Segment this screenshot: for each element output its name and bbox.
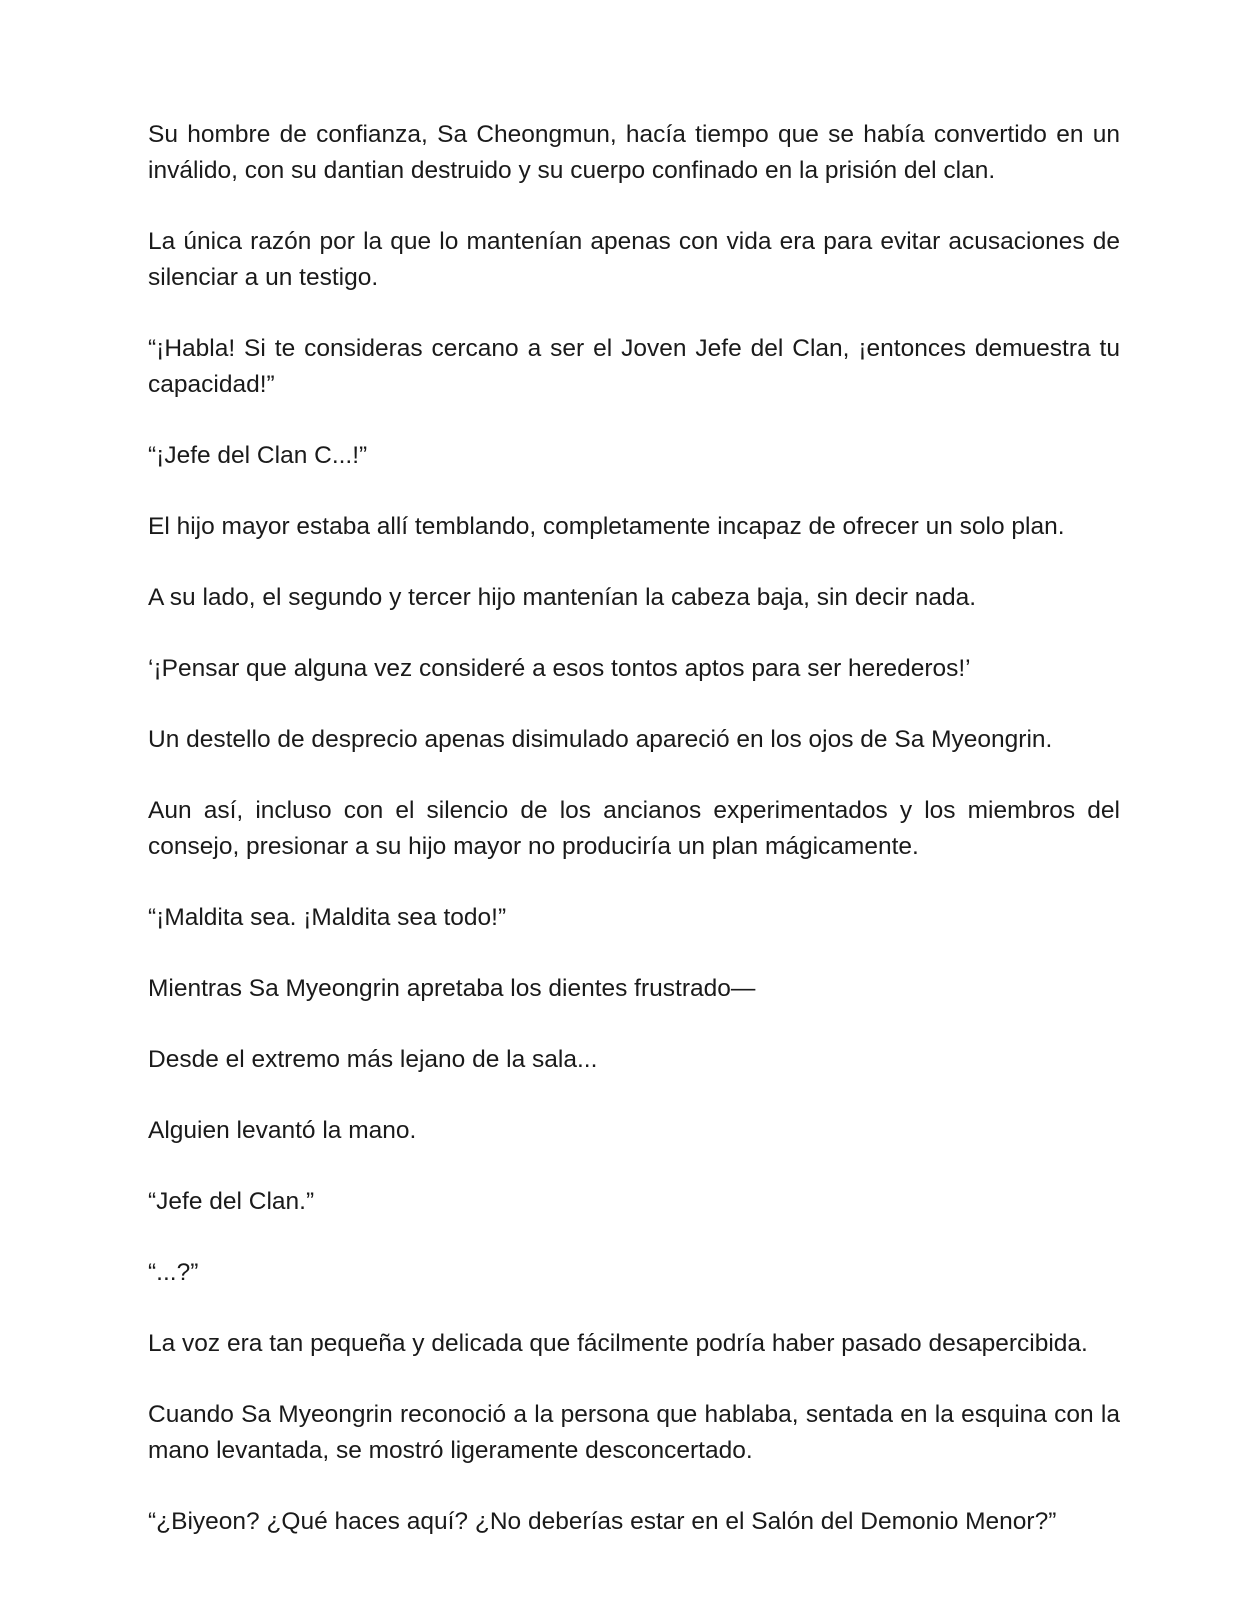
paragraph: Cuando Sa Myeongrin reconoció a la persona que hablaba, sentada en la esquina con la mano levantada, se mostró ligeramente desconcertado. (148, 1401, 1120, 1464)
paragraph: Un destello de desprecio apenas disimulado apareció en los ojos de Sa Myeongrin. (148, 726, 1053, 753)
paragraph: “¡Habla! Si te consideras cercano a ser el Joven Jefe del Clan, ¡entonces demuestra tu capacidad!” (148, 335, 1120, 398)
paragraph: Desde el extremo más lejano de la sala... (148, 1046, 598, 1073)
paragraph: “¡Jefe del Clan C...!” (148, 442, 368, 469)
paragraph: La voz era tan pequeña y delicada que fácilmente podría haber pasado desapercibida. (148, 1330, 1088, 1357)
paragraph: A su lado, el segundo y tercer hijo mantenían la cabeza baja, sin decir nada. (148, 584, 977, 611)
paragraph: Alguien levantó la mano. (148, 1117, 417, 1144)
paragraph: Su hombre de confianza, Sa Cheongmun, hacía tiempo que se había convertido en un inválido, con su dantian destruido y su cuerpo confinado en la prisión del clan. (148, 121, 1120, 184)
paragraph: ‘¡Pensar que alguna vez consideré a esos tontos aptos para ser herederos!’ (148, 655, 971, 682)
body-text (148, 117, 1120, 1575)
paragraph: “Jefe del Clan.” (148, 1188, 315, 1215)
paragraph: El hijo mayor estaba allí temblando, completamente incapaz de ofrecer un solo plan. (148, 513, 1065, 540)
paragraph: Aun así, incluso con el silencio de los ancianos experimentados y los miembros del consejo, presionar a su hijo mayor no produciría un plan mágicamente. (148, 797, 1120, 860)
paragraph: La única razón por la que lo mantenían apenas con vida era para evitar acusaciones de silenciar a un testigo. (148, 228, 1120, 291)
paragraph: Mientras Sa Myeongrin apretaba los dientes frustrado— (148, 975, 756, 1002)
paragraph: “¿Biyeon? ¿Qué haces aquí? ¿No deberías estar en el Salón del Demonio Menor?” (148, 1508, 1057, 1535)
paragraph: “¡Maldita sea. ¡Maldita sea todo!” (148, 904, 507, 931)
paragraph: “...?” (148, 1259, 199, 1286)
